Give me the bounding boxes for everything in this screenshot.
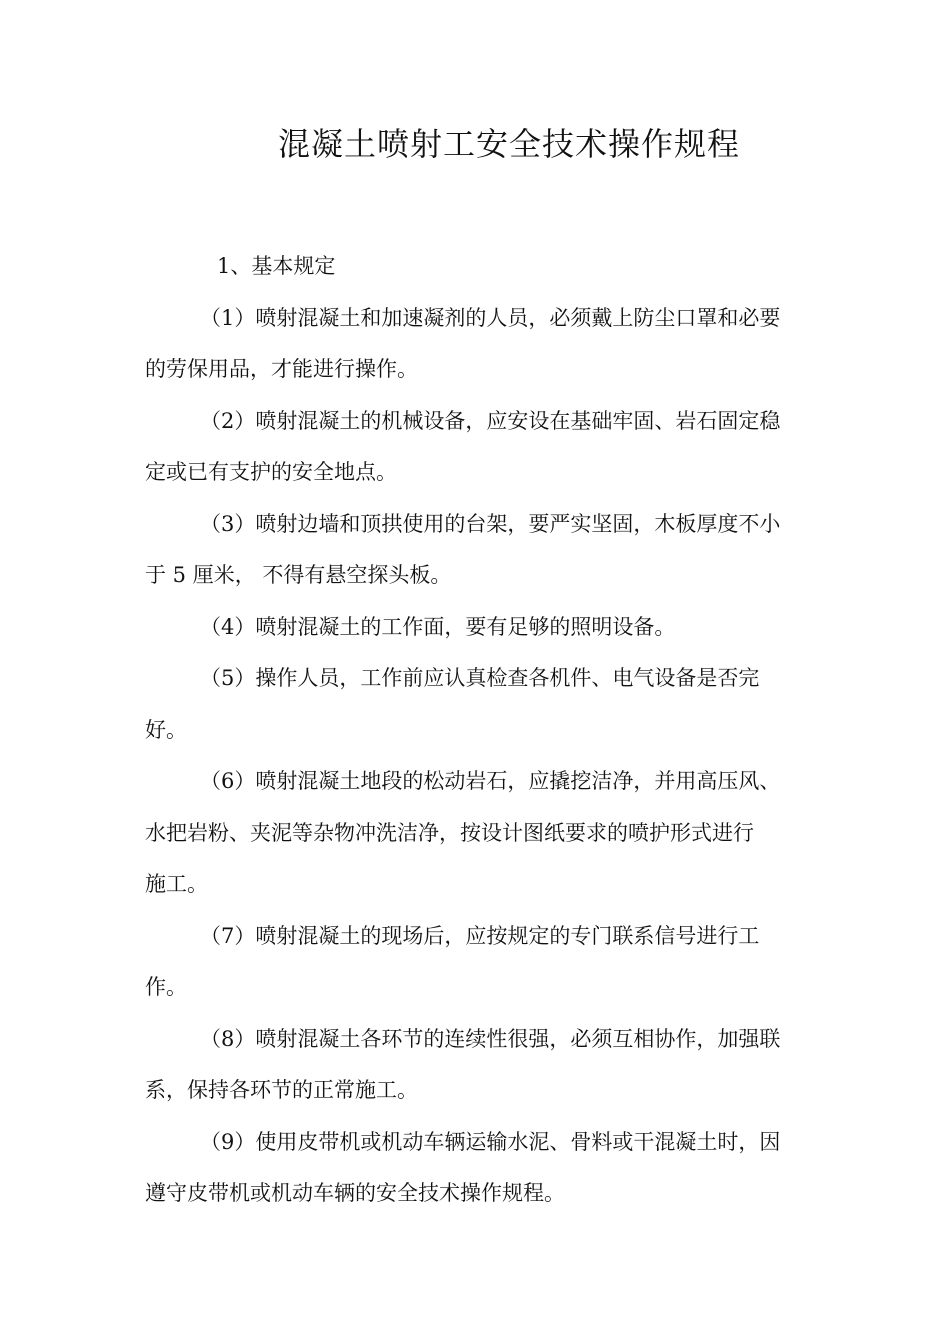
paragraph-9 <box>145 1117 807 1220</box>
paragraph-line: （5）操作人员，工作前应认真检查各机件、电气设备是否完 <box>200 666 760 690</box>
paragraph-line: 系，保持各环节的正常施工。 <box>145 1078 418 1102</box>
document-title: 混凝土喷射工安全技术操作规程 <box>277 125 740 163</box>
paragraph-line: 于 5 厘米， 不得有悬空探头板。 <box>145 563 452 587</box>
paragraph-line: （4）喷射混凝土的工作面，要有足够的照明设备。 <box>200 614 676 639</box>
paragraph-line: （8）喷射混凝土各环节的连续性很强，必须互相协作，加强联 <box>200 1026 781 1051</box>
paragraph-line: 作。 <box>145 975 187 999</box>
paragraph-1 <box>145 293 807 396</box>
paragraph-line: 遵守皮带机或机动车辆的安全技术操作规程。 <box>145 1181 565 1205</box>
paragraph-5 <box>145 653 807 756</box>
paragraph-line: （2）喷射混凝土的机械设备，应安设在基础牢固、岩石固定稳 <box>200 408 781 433</box>
paragraph-2 <box>145 396 807 499</box>
paragraph-4 <box>145 602 807 654</box>
paragraph-line: （3）喷射边墙和顶拱使用的台架，要严实坚固，木板厚度不小 <box>200 511 781 536</box>
paragraph-line: 的劳保用品，才能进行操作。 <box>145 357 418 381</box>
paragraph-line: （7）喷射混凝土的现场后，应按规定的专门联系信号进行工 <box>200 923 760 948</box>
paragraph-8 <box>145 1014 807 1117</box>
paragraph-6 <box>145 756 807 911</box>
paragraph-line: 水把岩粉、夹泥等杂物冲洗洁净，按设计图纸要求的喷护形式进行 <box>145 820 754 845</box>
paragraph-line: （1）喷射混凝土和加速凝剂的人员，必须戴上防尘口罩和必要 <box>200 305 781 330</box>
paragraph-3 <box>145 499 807 602</box>
section-heading: 1、基本规定 <box>217 254 336 278</box>
paragraph-line: （9）使用皮带机或机动车辆运输水泥、骨料或干混凝土时，因 <box>200 1129 781 1154</box>
paragraph-line: 好。 <box>145 717 187 742</box>
paragraph-line: （6）喷射混凝土地段的松动岩石，应撬挖洁净，并用高压风、 <box>200 769 781 793</box>
paragraph-line: 定或已有支护的安全地点。 <box>145 460 397 484</box>
document-body <box>145 241 807 1220</box>
paragraph-7 <box>145 911 807 1014</box>
paragraph-line: 施工。 <box>145 872 208 896</box>
